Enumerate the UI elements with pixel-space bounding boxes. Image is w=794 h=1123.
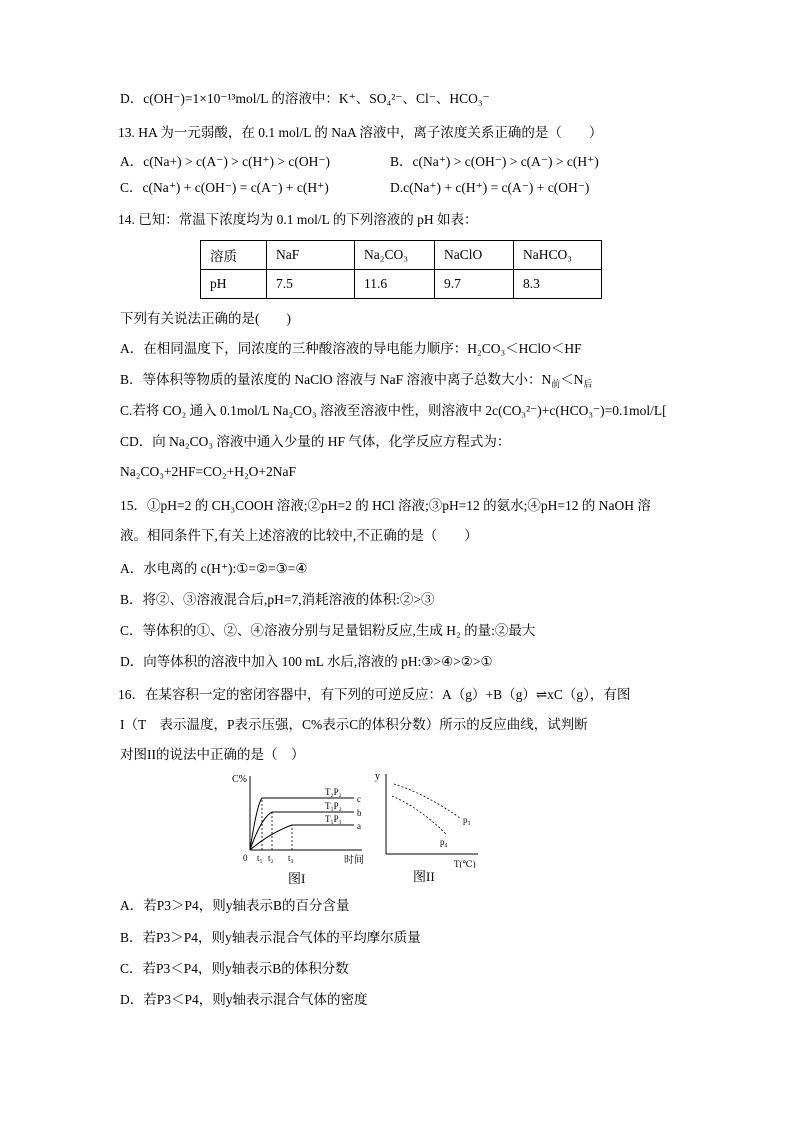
graph-II-caption: 图II	[413, 869, 435, 884]
question-14-option-b	[120, 371, 593, 390]
question-13-stem: 13. HA 为一元弱酸，在 0.1 mol/L 的 NaA 溶液中，离子浓度关系正确的是（ ）	[118, 125, 603, 140]
question-14-option-a: A．在相同温度下，同浓度的三种酸溶液的导电能力顺序：H₂CO₃＜HClO＜HF	[120, 341, 582, 356]
table-cell: 11.6	[355, 270, 435, 299]
question-16-stem-line1: 16．在某容积一定的密闭容器中，有下列的可逆反应：A（g）+B（g）⇌xC（g），有图	[118, 687, 631, 702]
question-15-option-b: B．将②、③溶液混合后,pH=7,消耗溶液的体积:②>③	[120, 592, 435, 607]
table-cell: 9.7	[435, 270, 514, 299]
graph-II-y-label: y	[375, 771, 380, 782]
question-13-option-d: D.c(Na⁺) + c(H⁺) = c(A⁻) + c(OH⁻)	[390, 180, 590, 195]
question-13-option-a: A．c(Na+) > c(A⁻) > c(H⁺) > c(OH⁻)	[120, 154, 331, 169]
table-cell: Na₂CO₃	[355, 241, 435, 270]
question-12-option-d: D．c(OH⁻)=1×10⁻¹³mol/L 的溶液中：K⁺、SO₄²⁻、Cl⁻、HCO₃⁻	[120, 91, 490, 106]
table-cell: 溶质	[201, 241, 267, 270]
graph-I-tick-t1: t₁	[257, 853, 263, 863]
graph-II-x-label: T(℃)	[454, 859, 476, 868]
option-b-subscript1: 前	[551, 379, 561, 389]
graph-I-origin: 0	[243, 853, 248, 863]
graph-I-curve-a-condition: T₁P₁	[325, 814, 342, 824]
curve-p3	[394, 784, 460, 818]
question-16-option-d: D．若P3＜P4，则y轴表示混合气体的密度	[120, 992, 368, 1007]
question-15-option-c: C．等体积的①、②、④溶液分别与足量铝粉反应,生成 H₂ 的量:②最大	[120, 623, 536, 638]
graph-I-tick-t3: t₃	[288, 853, 294, 863]
question-16-stem-line2: I（T 表示温度，P表示压强，C%表示C的体积分数）所示的反应曲线，试判断	[120, 717, 588, 732]
ph-table-header-row	[201, 241, 602, 270]
question-16-stem-line3: 对图II的说法中正确的是（ ）	[120, 747, 305, 762]
curve-a	[250, 825, 354, 850]
question-14-lead: 下列有关说法正确的是( )	[120, 311, 291, 326]
graph-I-curve-b-condition: T₁P₂	[325, 801, 342, 811]
question-16-option-a: A．若P3＞P4，则y轴表示B的百分含量	[120, 898, 350, 913]
graph-I-curve-b-letter: b	[357, 808, 362, 818]
question-15-option-a: A．水电离的 c(H⁺):①=②=③=④	[120, 561, 308, 576]
graph-I	[230, 768, 380, 868]
question-14-option-c: C.若将 CO₂ 通入 0.1mol/L Na₂CO₃ 溶液至溶液中性，则溶液中 2c(CO₃²⁻)+c(HCO₃⁻)=0.1mol/L[	[120, 403, 667, 418]
table-cell: 7.5	[267, 270, 355, 299]
graph-I-curve-c-letter: c	[357, 794, 361, 804]
option-b-subscript2: 后	[583, 379, 593, 389]
option-b-text1: B．等体积等物质的量浓度的 NaClO 溶液与 NaF 溶液中离子总数大小：N	[120, 372, 552, 387]
graph-II-p3-label: p₃	[463, 815, 471, 825]
option-b-text2: ＜N	[560, 372, 584, 387]
table-cell: 8.3	[514, 270, 602, 299]
ph-table	[200, 240, 602, 299]
question-13-option-b: B．c(Na⁺) > c(OH⁻) > c(A⁻) > c(H⁺)	[390, 154, 599, 169]
question-16-option-c: C．若P3＜P4，则y轴表示B的体积分数	[120, 961, 349, 976]
table-cell: pH	[201, 270, 267, 299]
curve-p4	[392, 796, 446, 834]
question-14-option-d: CD．向 Na₂CO₃ 溶液中通入少量的 HF 气体，化学反应方程式为：	[120, 434, 511, 449]
graph-II-p4-label: p₄	[440, 837, 448, 847]
graph-I-curve-c-condition: T₂P₂	[325, 787, 342, 797]
graph-II	[370, 766, 495, 868]
question-16-option-b: B．若P3＞P4，则y轴表示混合气体的平均摩尔质量	[120, 930, 421, 945]
table-cell: NaF	[267, 241, 355, 270]
graph-I-y-label: C%	[232, 774, 247, 785]
question-13-option-c: C．c(Na⁺) + c(OH⁻) = c(A⁻) + c(H⁺)	[120, 180, 329, 195]
graph-I-tick-t2: t₂	[268, 853, 274, 863]
graph-I-x-label: 时间	[344, 855, 364, 866]
graph-I-caption: 图I	[288, 871, 306, 886]
graph-I-curve-a-letter: a	[357, 821, 361, 831]
question-15-stem-line1: 15．①pH=2 的 CH₃COOH 溶液;②pH=2 的 HCl 溶液;③pH=12 的氨水;④pH=12 的 NaOH 溶	[120, 498, 651, 513]
table-cell: NaClO	[435, 241, 514, 270]
table-cell: NaHCO₃	[514, 241, 602, 270]
question-15-stem-line2: 液。相同条件下,有关上述溶液的比较中,不正确的是（ ）	[120, 528, 478, 543]
question-14-stem: 14. 已知：常温下浓度均为 0.1 mol/L 的下列溶液的 pH 如表：	[118, 212, 478, 227]
question-15-option-d: D．向等体积的溶液中加入 100 mL 水后,溶液的 pH:③>④>②>①	[120, 654, 493, 669]
ph-table-value-row	[201, 270, 602, 299]
question-14-equation: Na₂CO₃+2HF=CO₂+H₂O+2NaF	[120, 464, 297, 479]
